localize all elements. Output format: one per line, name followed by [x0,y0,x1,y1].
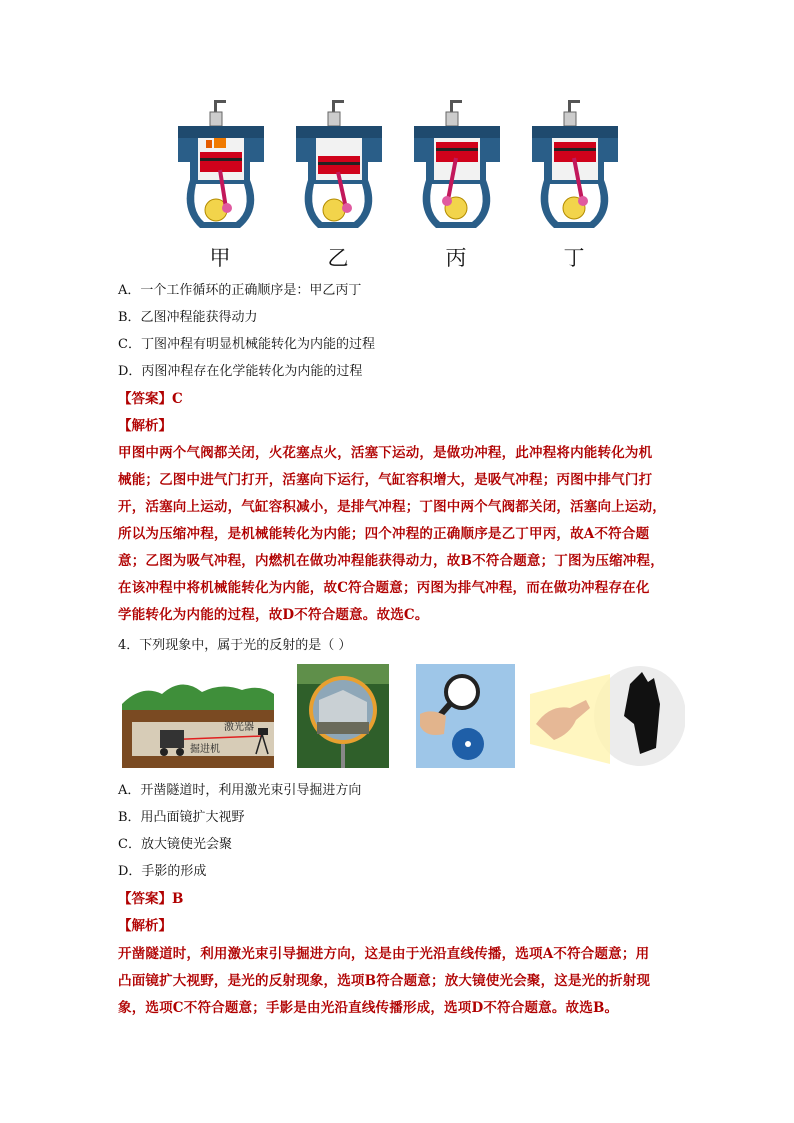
q4-analysis-text [118,941,684,1022]
hand-shadow-picture [530,664,685,768]
engine-figure [170,100,630,275]
q3-option-a: A．一个工作循环的正确顺序是：甲乙丙丁 [118,283,362,298]
q3-answer: 【答案】C [118,391,183,407]
q3-analysis-line: 甲图中两个气阀都关闭，火花塞点火，活塞下运动，是做功冲程，此冲程将内能转化为机 [118,445,653,461]
q3-analysis-line: 在该冲程中将机械能转化为内能，故C符合题意；丙图为排气冲程，而在做功冲程存在化 [118,580,650,596]
q4-answer: 【答案】B [118,891,184,907]
machine-label: 掘进机 [190,744,220,755]
q4-question: 4．下列现象中，属于光的反射的是（ ） [118,638,352,653]
q3-analysis-text [118,440,684,629]
q4-option-b: B．用凸面镜扩大视野 [118,810,245,825]
q4-option-c: C．放大镜使光会聚 [118,837,232,852]
q4-option-a: A．开凿隧道时，利用激光束引导掘进方向 [118,783,362,798]
tunnel-laser-picture [122,664,274,768]
convex-mirror-picture [297,664,389,768]
q3-option-c: C．丁图冲程有明显机械能转化为内能的过程 [118,337,375,352]
q3-analysis-line: 所以为压缩冲程，是机械能转化为内能；四个冲程的正确顺序是乙丁甲丙，故A不符合题 [118,526,650,542]
q4-analysis-title: 【解析】 [118,918,172,934]
laser-label: 激光器 [224,722,254,733]
q3-analysis-line: 械能；乙图中进气门打开，活塞向下运行，气缸容积增大，是吸气冲程；丙图中排气门打 [118,472,653,488]
engine-label-bing: 丙 [445,246,467,270]
q3-analysis-title: 【解析】 [118,418,172,434]
engine-label-jia: 甲 [209,246,231,270]
q3-option-d: D．丙图冲程存在化学能转化为内能的过程 [118,364,363,379]
magnifier-picture [416,664,515,768]
q4-analysis-line: 象，选项C不符合题意；手影是由光沿直线传播形成，选项D不符合题意。故选B。 [118,1000,619,1016]
q4-option-d: D．手影的形成 [118,864,207,879]
q3-analysis-line: 意；乙图为吸气冲程，内燃机在做功冲程能获得动力，故B不符合题意；丁图为压缩冲程， [118,553,664,569]
q4-analysis-line: 凸面镜扩大视野，是光的反射现象，选项B符合题意；放大镜使光会聚，这是光的折射现 [118,973,651,989]
q3-analysis-line: 开，活塞向上运动，气缸容积减小，是排气冲程；丁图中两个气阀都关闭，活塞向上运动， [118,499,666,515]
q3-option-b: B．乙图冲程能获得动力 [118,310,258,325]
q3-analysis-line: 学能转化为内能的过程，故D不符合题意。故选C。 [118,607,429,623]
engine-label-ding: 丁 [563,246,585,270]
q4-analysis-line: 开凿隧道时，利用激光束引导掘进方向，这是由于光沿直线传播，选项A不符合题意；用 [118,946,650,962]
engine-label-yi: 乙 [327,246,349,270]
